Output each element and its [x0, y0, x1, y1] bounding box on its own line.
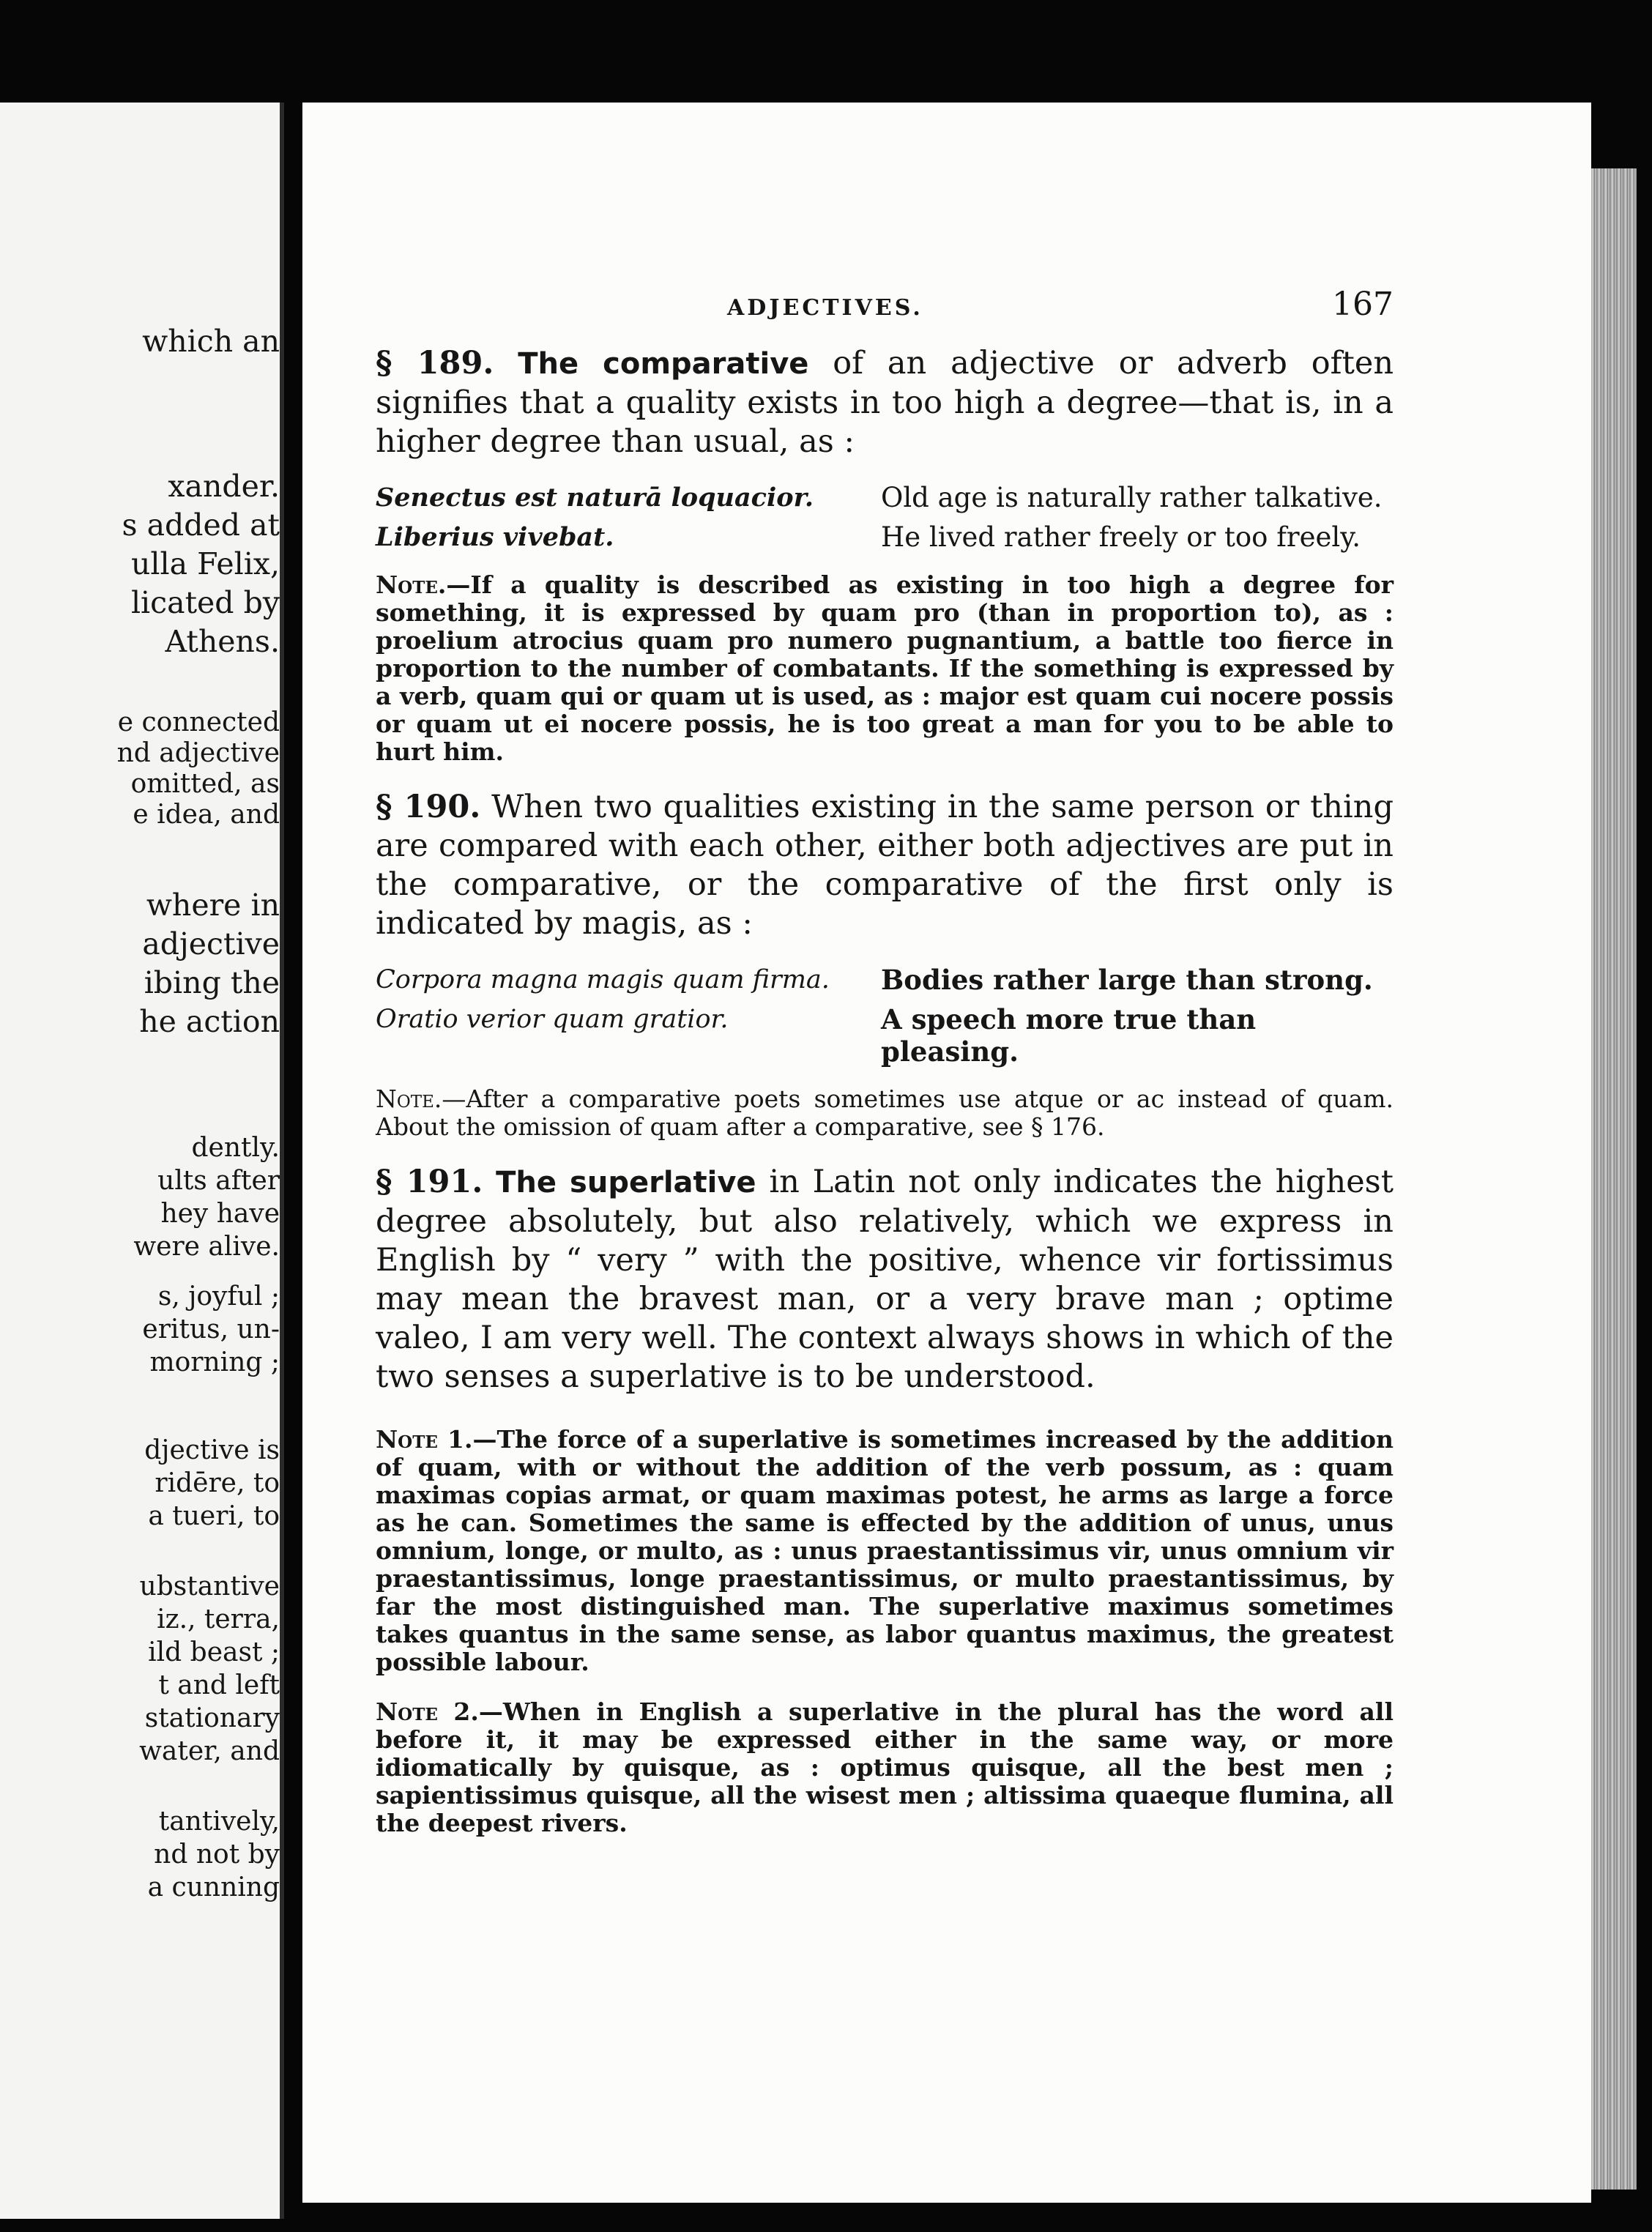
english-translation: Old age is naturally rather talkative. — [881, 482, 1383, 513]
facing-page-line: iz., terra, — [157, 1604, 280, 1634]
facing-page-line: ridēre, to — [155, 1468, 280, 1498]
running-head — [376, 286, 1394, 344]
facing-page-line: morning ; — [149, 1347, 280, 1377]
facing-page-line: e connected — [117, 707, 280, 737]
section-body: When two qualities existing in the same person or thing are compared with each other, either both adjectives are put in the comparative, or the comparative of the first only is indicated by magis, as : — [376, 789, 1394, 942]
note-text: —When in English a superlative in the plural has the word all before it, it may be expressed either in the same way, or more idiomatically by quisque, as : optimus quisque, all the best men ; sapientissimus quisque, all the wisest men ; altissima quaeque flumina, all the deepest rivers. — [376, 1697, 1394, 1837]
facing-page-line: eritus, un- — [142, 1314, 280, 1344]
facing-page-line: dently. — [191, 1133, 280, 1163]
latin-example: Oratio verior quam gratior. — [376, 1005, 729, 1034]
note-label: Note 1. — [376, 1425, 473, 1454]
section-191-paragraph — [376, 1163, 1394, 1396]
facing-page-line: s, joyful ; — [157, 1281, 280, 1312]
latin-example: Corpora magna magis quam firma. — [376, 965, 830, 994]
english-translation: Bodies rather large than strong. — [881, 964, 1373, 996]
facing-page-line: water, and — [139, 1736, 280, 1766]
page-number: 167 — [1332, 286, 1394, 323]
note-label: Note 2. — [376, 1697, 479, 1726]
facing-page-line: tantively, — [158, 1807, 280, 1837]
section-190-examples — [376, 964, 1394, 1068]
facing-page-line: stationary — [144, 1703, 280, 1733]
facing-page-line: he action — [139, 1004, 280, 1039]
facing-page-line: nd adjective — [116, 738, 280, 768]
section-body: of an adjective or adverb often signifies that a quality exists in too high a degree—that is, in a higher degree than usual, as : — [376, 345, 1394, 460]
book-page — [302, 103, 1591, 2203]
facing-page-line: t and left — [158, 1670, 280, 1700]
facing-page-fragment — [0, 103, 284, 2219]
facing-page-line: e idea, and — [133, 800, 280, 830]
section-term: The superlative — [496, 1166, 756, 1199]
facing-page-line: were alive. — [133, 1232, 280, 1262]
english-translation: A speech more true than pleasing. — [881, 1003, 1257, 1068]
facing-page-line: which an — [142, 324, 280, 359]
facing-page-line: a tueri, to — [148, 1501, 280, 1531]
note-label: Note. — [376, 1085, 442, 1113]
note-text: —If a quality is described as existing in too high a degree for something, it is expressed by quam pro (than in proportion to), as : proelium atrocius quam pro numero pugnantium, a battle too fierce in proportion to the number of combatants. If the something is expressed by a verb, quam qui or quam ut is used, as : major est quam cui nocere possis or quam ut ei nocere possis, he is too great a man for you to be able to hurt him. — [376, 570, 1394, 766]
note-text: —After a comparative poets sometimes use atque or ac instead of quam. About the omission of quam after a comparative, see § 176. — [376, 1085, 1394, 1141]
facing-page-line: adjective — [142, 926, 280, 961]
section-191-note-2 — [376, 1698, 1394, 1837]
section-body: in Latin not only indicates the highest degree absolutely, but also relatively, which we express in English by “ very ” with the positive, whence vir fortissimus may mean the bravest man, or a very brave man ; optime valeo, I am very well. The context always shows in which of the two senses a superlative is to be understood. — [376, 1164, 1394, 1395]
facing-page-line: hey have — [160, 1199, 280, 1229]
note-text: —The force of a superlative is sometimes increased by the addition of quam, with or without the addition of the verb possum, as : quam maximas copias armat, or quam maximas potest, he arms as large a force as he can. Sometimes the same is effected by the addition of unus, unus omnium, longe, or multo, as : unus praestantissimus vir, unus omnium vir praestantissimus, longe praestantissimus, or multo praestantissimus, by far the most distinguished man. The superlative maximus sometimes takes quantus in the same sense, as labor quantus maximus, the greatest possible labour. — [376, 1425, 1394, 1676]
facing-page-line: licated by — [130, 585, 280, 620]
facing-page-line: Athens. — [165, 624, 280, 659]
facing-page-line: djective is — [144, 1435, 280, 1465]
running-title: ADJECTIVES. — [727, 295, 923, 321]
facing-page-line: ubstantive — [139, 1571, 280, 1602]
section-191-note-1 — [376, 1426, 1394, 1676]
section-term: The comparative — [518, 347, 809, 381]
note-label: Note. — [376, 570, 447, 599]
section-189-note — [376, 571, 1394, 766]
facing-page-line: xander. — [168, 469, 280, 504]
facing-page-line: where in — [146, 888, 280, 923]
facing-page-line: ild beast ; — [148, 1637, 280, 1667]
facing-page-line: ulla Felix, — [131, 546, 280, 581]
section-number: § 190. — [376, 789, 481, 825]
facing-page-line: nd not by — [154, 1839, 280, 1870]
facing-page-line: ibing the — [144, 965, 280, 1000]
facing-page-line: omitted, as — [130, 769, 280, 799]
page-text-block — [376, 286, 1394, 1859]
section-190-note — [376, 1085, 1394, 1141]
section-189-examples — [376, 482, 1394, 554]
section-number: § 191. — [376, 1164, 483, 1200]
facing-page-line: ults after — [157, 1166, 280, 1196]
latin-example: Senectus est naturā loquacior. — [376, 483, 814, 513]
section-189-paragraph — [376, 344, 1394, 461]
section-190-paragraph — [376, 788, 1394, 943]
latin-example: Liberius vivebat. — [376, 522, 614, 552]
section-number: § 189. — [376, 345, 494, 382]
facing-page-line: a cunning — [147, 1872, 280, 1902]
english-translation: He lived rather freely or too freely. — [881, 521, 1361, 553]
facing-page-line: s added at — [122, 507, 280, 543]
